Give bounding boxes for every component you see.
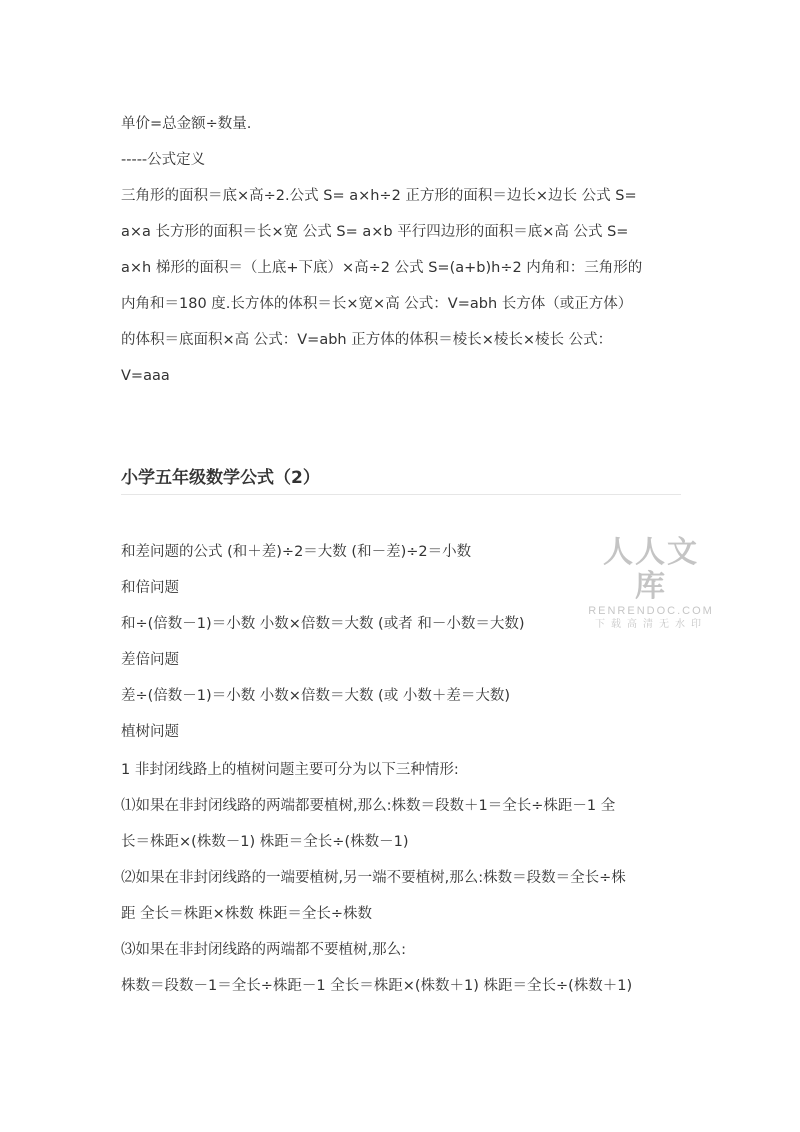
watermark-subtitle: 下载高清无水印 bbox=[595, 619, 707, 630]
watermark-title: 人人文库 bbox=[603, 535, 699, 604]
text-line: ⑵如果在非封闭线路的一端要植树,另一端不要植树,那么:株数＝段数＝全长÷株 bbox=[121, 870, 626, 886]
text-line: 和差问题的公式 (和＋差)÷2＝大数 (和－差)÷2＝小数 bbox=[121, 544, 472, 560]
text-line: 差倍问题 bbox=[121, 652, 179, 668]
text-line: 的体积＝底面积×高 公式：V=abh 正方体的体积＝棱长×棱长×棱长 公式： bbox=[121, 332, 613, 348]
text-line: ⑶如果在非封闭线路的两端都不要植树,那么: bbox=[121, 942, 406, 958]
text-line: 和÷(倍数－1)＝小数 小数×倍数＝大数 (或者 和－小数＝大数) bbox=[121, 616, 525, 632]
text-line: a×a 长方形的面积＝长×宽 公式 S= a×b 平行四边形的面积＝底×高 公式 S= bbox=[121, 224, 629, 240]
watermark-domain: RENRENDOC.COM bbox=[588, 605, 714, 617]
text-line: 内角和＝180 度.长方体的体积＝长×宽×高 公式：V=abh 长方体（或正方体） bbox=[121, 296, 633, 312]
section-heading: 小学五年级数学公式（2） bbox=[121, 468, 320, 488]
text-line: 株数＝段数－1＝全长÷株距－1 全长＝株距×(株数＋1) 株距＝全长÷(株数＋1) bbox=[121, 978, 633, 994]
text-line: 差÷(倍数－1)＝小数 小数×倍数＝大数 (或 小数＋差＝大数) bbox=[121, 688, 510, 704]
text-line: 单价=总金额÷数量. bbox=[121, 116, 252, 132]
text-line: a×h 梯形的面积＝（上底+下底）×高÷2 公式 S=(a+b)h÷2 内角和：三角形的 bbox=[121, 260, 643, 276]
text-line: 和倍问题 bbox=[121, 580, 179, 596]
heading-divider bbox=[121, 494, 681, 495]
text-line: ⑴如果在非封闭线路的两端都要植树,那么:株数＝段数＋1＝全长÷株距－1 全 bbox=[121, 798, 616, 814]
text-line: 距 全长＝株距×株数 株距＝全长÷株数 bbox=[121, 906, 373, 922]
watermark-logo bbox=[588, 536, 714, 632]
text-line: 长＝株距×(株数－1) 株距＝全长÷(株数－1) bbox=[121, 834, 409, 850]
text-line: 植树问题 bbox=[121, 724, 179, 740]
text-line: -----公式定义 bbox=[121, 152, 206, 168]
text-line: 三角形的面积＝底×高÷2.公式 S= a×h÷2 正方形的面积＝边长×边长 公式 S= bbox=[121, 188, 637, 204]
text-line: V=aaa bbox=[121, 368, 170, 384]
text-line: 1 非封闭线路上的植树问题主要可分为以下三种情形: bbox=[121, 762, 459, 778]
